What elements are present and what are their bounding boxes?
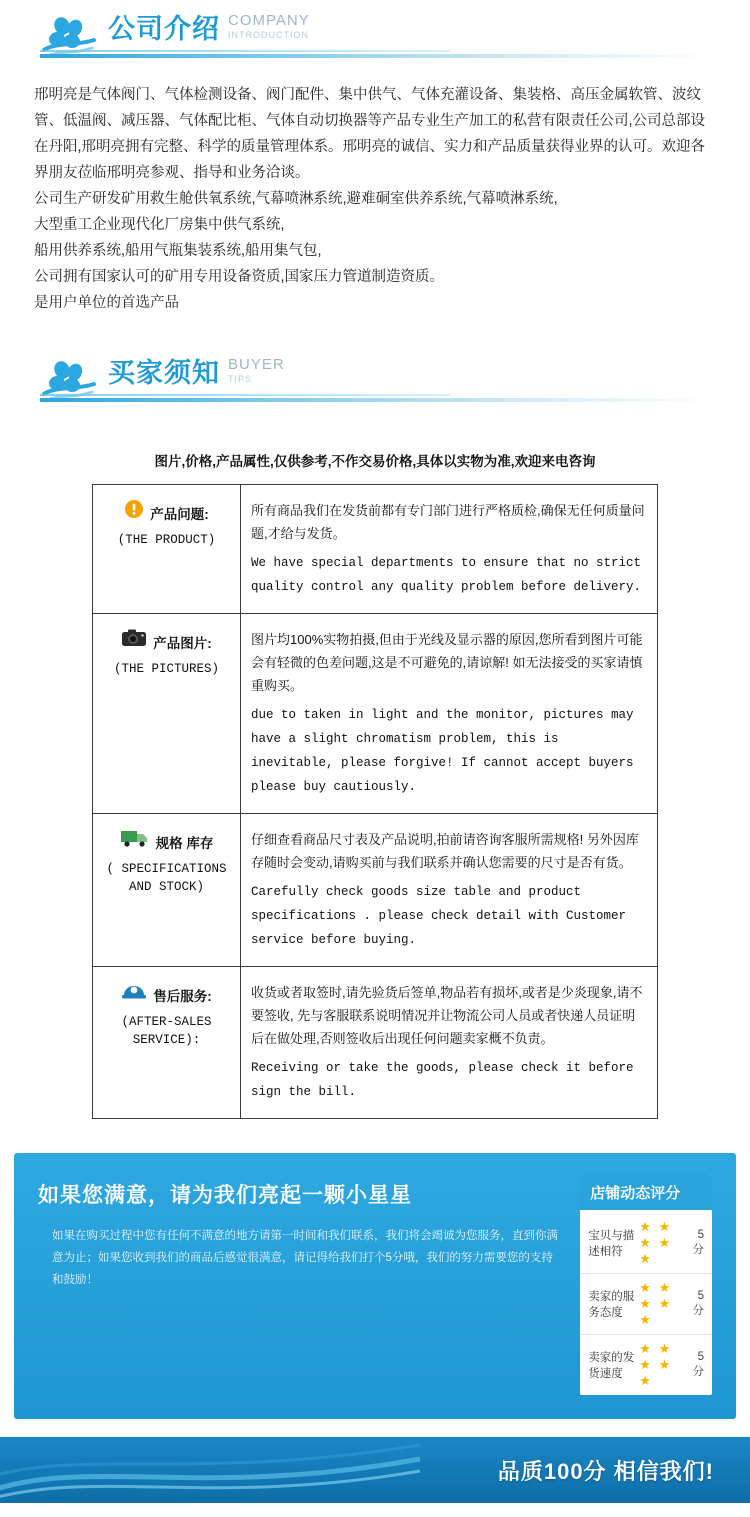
- satisfaction-title: 如果您满意，请为我们亮起一颗小星星: [38, 1184, 412, 1207]
- tips-body-cell: [241, 814, 658, 967]
- company-title-en-line1: COMPANY: [228, 12, 310, 29]
- buyer-header-rule-thin: [40, 394, 450, 396]
- buyer-title-en-line1: BUYER: [228, 356, 285, 373]
- intro-paragraph-6: 是用户单位的首选产品: [34, 295, 179, 311]
- tips-body-zh: 图片均100%实物拍摄,但由于光线及显示器的原因,您所看到图片可能会有轻微的色差问题,这是不可避免的,请谅解! 如无法接受的买家请慎重购买。: [251, 632, 643, 693]
- buyer-section-header: [0, 344, 750, 412]
- tips-label-cn: 产品图片:: [153, 636, 212, 651]
- satisfaction-body: 如果在购买过程中您有任何不满意的地方请第一时间和我们联系，我们将会竭诚为您服务，直到你满意为止；如果您收到我们的商品后感觉很满意，请记得给我们打个5分哦，我们的努力需要您的支持和鼓励！: [52, 1230, 558, 1286]
- tips-body-en: Receiving or take the goods, please check it before sign the bill.: [251, 1061, 634, 1099]
- table-row: [93, 814, 658, 967]
- company-title-en-line2: INTRODUCTION: [228, 30, 309, 40]
- table-row: [93, 614, 658, 814]
- buyer-tips-table: [92, 484, 658, 1119]
- truck-icon: [120, 828, 150, 854]
- camera-icon: [121, 628, 147, 654]
- telephone-icon: [121, 981, 147, 1007]
- rating-row-name: 卖家的服务态度: [588, 1291, 635, 1319]
- tips-body-en: due to taken in light and the monitor, pictures may have a slight chromatism problem, this is inevitable, please forgive! If cannot accept buyers please buy cautiously.: [251, 708, 634, 794]
- footer-slogan: 品质100分 相信我们!: [497, 1458, 714, 1484]
- tips-label-cn: 产品问题:: [150, 507, 209, 522]
- intro-paragraph-5: 公司拥有国家认可的矿用专用设备资质,国家压力管道制造资质。: [34, 269, 445, 285]
- tips-body-zh: 所有商品我们在发货前都有专门部门进行严格质检,确保无任何质量问题,才给与发货。: [251, 503, 645, 541]
- company-title-cn: 公司介绍: [108, 14, 220, 44]
- rating-row: [580, 1335, 712, 1395]
- intro-paragraph-2: 公司生产研发矿用救生舱供氧系统,气幕喷淋系统,避难硐室供养系统,气幕喷淋系统,: [34, 191, 558, 207]
- rating-stars-icon: ★ ★ ★ ★ ★: [639, 1280, 673, 1327]
- rating-stars-icon: ★ ★ ★ ★ ★: [639, 1341, 673, 1388]
- rating-row: [580, 1274, 712, 1335]
- tips-label-cn: 规格 库存: [155, 836, 214, 851]
- company-header-titles: [108, 14, 310, 44]
- table-row: [93, 485, 658, 614]
- company-header-rule: [40, 54, 710, 58]
- tips-label-cn: 售后服务:: [153, 989, 212, 1004]
- buyer-header-titles: [108, 358, 285, 388]
- tips-label-en: (AFTER-SALES SERVICE):: [121, 1015, 212, 1047]
- tips-label-cell: [93, 485, 241, 614]
- rating-row-score: 5分: [692, 1351, 704, 1378]
- buyer-title-en-line2: TIPS: [228, 374, 253, 384]
- company-header-rule-thin: [40, 50, 450, 52]
- tips-label-en: (THE PRODUCT): [117, 533, 216, 547]
- tips-label-en: ( SPECIFICATIONS AND STOCK): [106, 862, 227, 894]
- rating-row-name: 宝贝与描述相符: [588, 1230, 635, 1258]
- rating-row-name: 卖家的发货速度: [588, 1352, 635, 1380]
- company-intro-text: [0, 68, 750, 320]
- table-row: [93, 967, 658, 1119]
- tips-label-cell: [93, 614, 241, 814]
- tips-body-en: We have special departments to ensure that no strict quality control any quality problem before delivery.: [251, 556, 642, 594]
- rating-stars-icon: ★ ★ ★ ★ ★: [639, 1219, 673, 1266]
- tips-body-zh: 收货或者取签时,请先验货后签单,物品若有损坏,或者是少炎现象,请不要签收, 先与客服联系说明情况并让物流公司人员或者快递人员证明后在做处理,否则签收后出现任何问题卖家概不负责。: [251, 985, 643, 1046]
- page-footer: [0, 1437, 750, 1503]
- satisfaction-band: [14, 1153, 736, 1419]
- buyer-title-en: [228, 356, 285, 388]
- buyer-tips-note: 图片,价格,产品属性,仅供参考,不作交易价格,具体以实物为准,欢迎来电咨询: [154, 454, 596, 469]
- shop-rating-header: 店铺动态评分: [580, 1175, 712, 1213]
- rating-row-score: 5分: [692, 1290, 704, 1317]
- tips-label-cell: [93, 967, 241, 1119]
- rating-row: [580, 1213, 712, 1274]
- tips-body-cell: [241, 614, 658, 814]
- tips-label-cell: [93, 814, 241, 967]
- intro-paragraph-4: 船用供养系统,船用气瓶集装系统,船用集气包,: [34, 243, 322, 259]
- bottom-spacer: [0, 1503, 750, 1517]
- shop-rating-card: [580, 1175, 712, 1395]
- company-section-header: [0, 0, 750, 68]
- satisfaction-text-block: [38, 1175, 562, 1395]
- tips-body-cell: [241, 485, 658, 614]
- tips-body-zh: 仔细查看商品尺寸表及产品说明,拍前请咨询客服所需规格! 另外因库存随时会变动,请购买前与我们联系并确认您需要的尺寸是否有货。: [251, 832, 639, 870]
- rating-row-score: 5分: [692, 1229, 704, 1256]
- intro-paragraph-1: 邢明亮是气体阀门、气体检测设备、阀门配件、集中供气、气体充灌设备、集装格、高压金属软管、波纹管、低温阀、减压器、气体配比柜、气体自动切换器等产品专业生产加工的私营有限责任公司,公司总部设在丹阳,邢明亮拥有完整、科学的质量管理体系。邢明亮的诚信、实力和产品质量获得业界的认可。欢迎各界朋友莅临邢明亮参观、指导和业务洽谈。: [34, 87, 706, 181]
- tips-label-en: (THE PICTURES): [113, 662, 220, 676]
- intro-paragraph-3: 大型重工企业现代化厂房集中供气系统,: [34, 217, 285, 233]
- buyer-title-cn: 买家须知: [108, 358, 220, 388]
- company-title-en: [228, 12, 310, 44]
- tips-body-cell: [241, 967, 658, 1119]
- exclamation-icon: [124, 499, 144, 525]
- footer-swoosh-decoration: [0, 1437, 420, 1503]
- buyer-tips-section: [0, 320, 750, 1119]
- buyer-header-rule: [40, 398, 710, 402]
- tips-body-en: Carefully check goods size table and product specifications . please check detail with Customer service before buying.: [251, 885, 627, 947]
